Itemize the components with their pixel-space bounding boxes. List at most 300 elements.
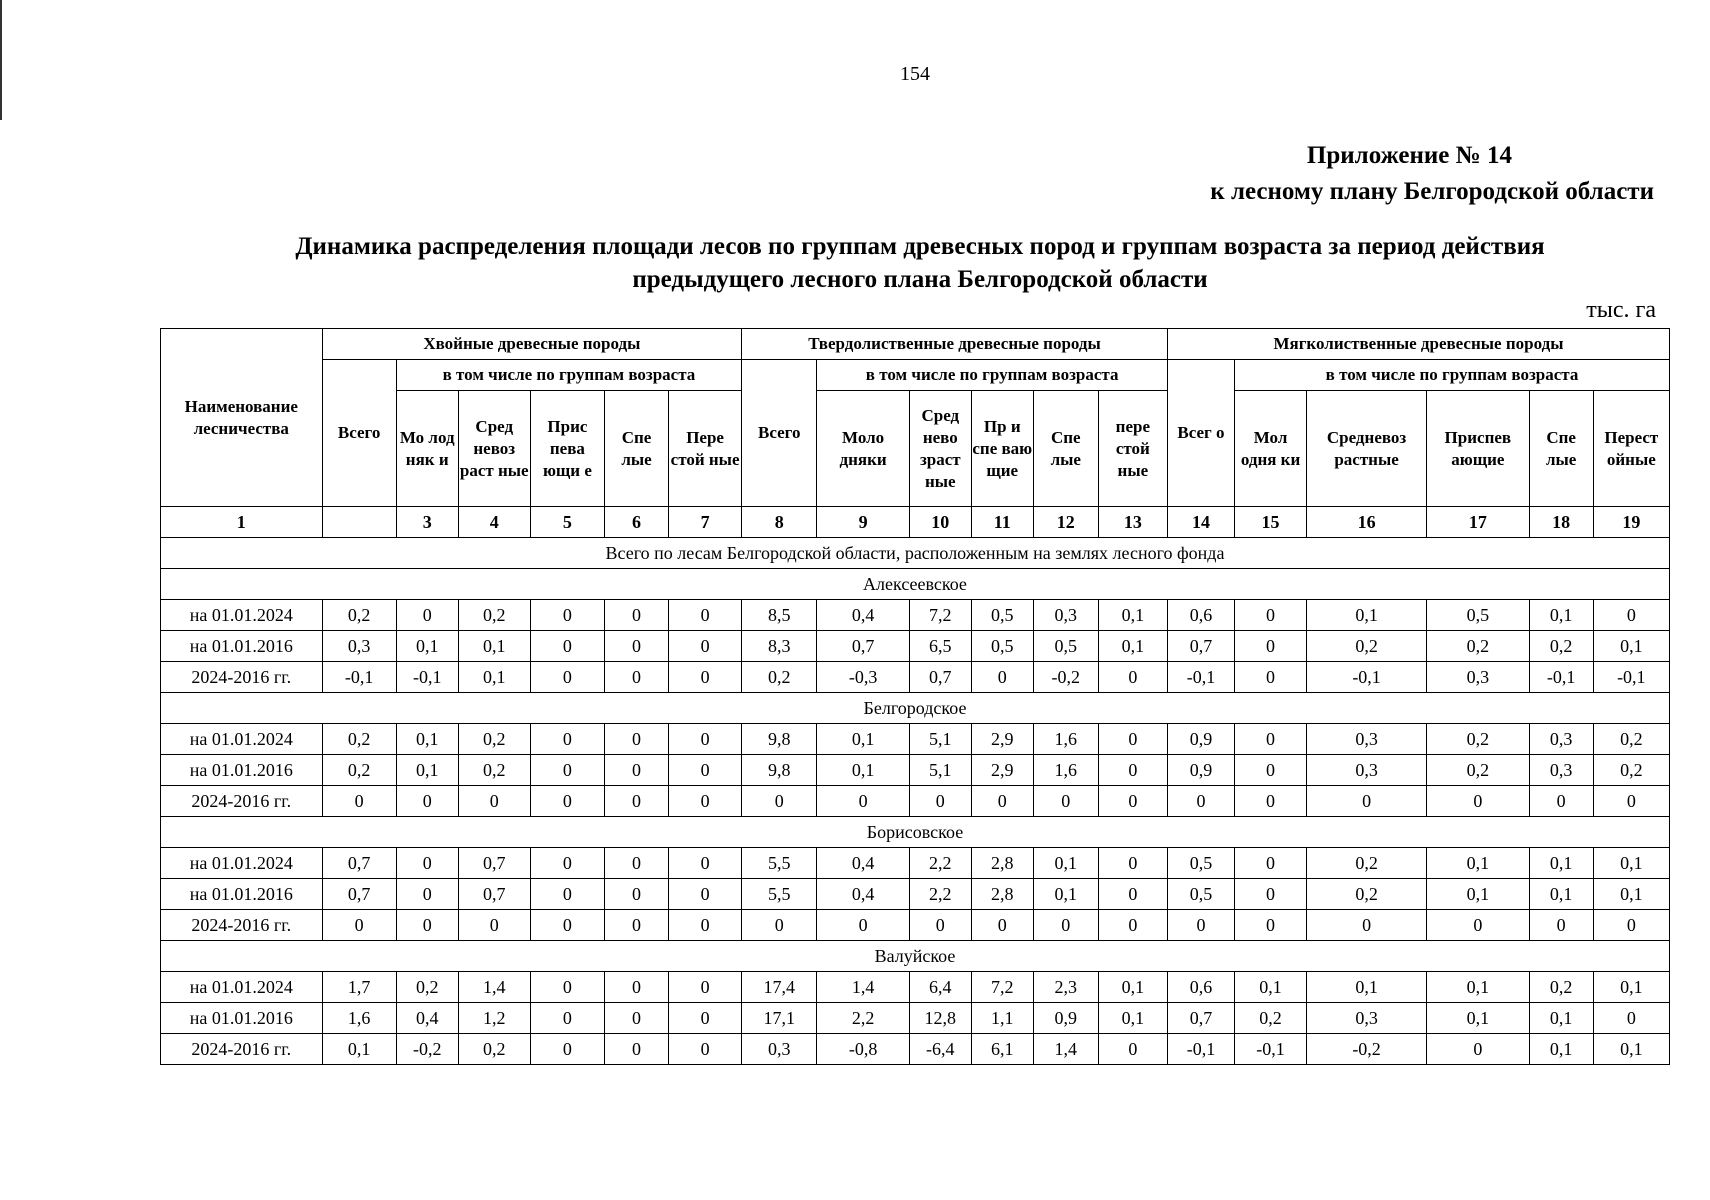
table-cell: 0 bbox=[669, 1034, 742, 1065]
table-cell: 0,6 bbox=[1167, 600, 1234, 631]
section-row bbox=[161, 693, 1670, 724]
row-label: на 01.01.2016 bbox=[161, 1003, 323, 1034]
row-label: 2024-2016 гг. bbox=[161, 910, 323, 941]
table-cell: 0,2 bbox=[1427, 755, 1530, 786]
table-cell: -0,1 bbox=[1529, 662, 1593, 693]
header-conifer-mature: Спе лые bbox=[605, 391, 669, 507]
table-cell: 0 bbox=[1167, 910, 1234, 941]
table-cell: 0 bbox=[1098, 910, 1167, 941]
table-cell: 0 bbox=[396, 910, 458, 941]
header-hardwood-young: Моло дняки bbox=[817, 391, 909, 507]
table-cell: 0,3 bbox=[1033, 600, 1098, 631]
table-row bbox=[161, 1003, 1670, 1034]
table-cell: 0,2 bbox=[1427, 631, 1530, 662]
section-name: Валуйское bbox=[161, 941, 1670, 972]
table-cell: 0 bbox=[530, 631, 604, 662]
table-cell: 0,7 bbox=[817, 631, 909, 662]
table-cell: 0 bbox=[605, 600, 669, 631]
table-row bbox=[161, 848, 1670, 879]
table-cell: 0 bbox=[530, 600, 604, 631]
table-row bbox=[161, 724, 1670, 755]
table-row bbox=[161, 879, 1670, 910]
column-number: 3 bbox=[396, 507, 458, 538]
table-cell: 0 bbox=[605, 848, 669, 879]
table-cell: 0,1 bbox=[458, 662, 530, 693]
table-cell: -0,1 bbox=[1307, 662, 1427, 693]
table-cell: -0,1 bbox=[1593, 662, 1669, 693]
page-number: 154 bbox=[900, 63, 930, 85]
table-cell: 0,1 bbox=[1593, 848, 1669, 879]
table-cell: 0 bbox=[1593, 1003, 1669, 1034]
table-cell: 0,2 bbox=[458, 755, 530, 786]
table-cell: 5,1 bbox=[909, 724, 971, 755]
table-cell: 12,8 bbox=[909, 1003, 971, 1034]
header-conifer-middle-aged: Сред невоз раст ные bbox=[458, 391, 530, 507]
row-label: на 01.01.2016 bbox=[161, 755, 323, 786]
table-cell: 0,2 bbox=[1529, 972, 1593, 1003]
table-cell: 2,9 bbox=[971, 755, 1033, 786]
column-number: 4 bbox=[458, 507, 530, 538]
table-cell: -0,8 bbox=[817, 1034, 909, 1065]
table-cell: 0,1 bbox=[1098, 631, 1167, 662]
table-cell: 0,6 bbox=[1167, 972, 1234, 1003]
table-cell: 0 bbox=[530, 910, 604, 941]
summary-row bbox=[161, 538, 1670, 569]
table-cell: 0 bbox=[1234, 910, 1306, 941]
header-group-conifer: Хвойные древесные породы bbox=[322, 329, 742, 360]
table-cell: 0,7 bbox=[322, 848, 396, 879]
table-cell: 0,1 bbox=[1529, 1034, 1593, 1065]
table-cell: 0,3 bbox=[1529, 755, 1593, 786]
table-cell: 0 bbox=[530, 848, 604, 879]
header-group-hardwood: Твердолиственные древесные породы bbox=[742, 329, 1168, 360]
table-cell: 0,1 bbox=[817, 724, 909, 755]
table-cell: 0 bbox=[817, 910, 909, 941]
table-cell: -6,4 bbox=[909, 1034, 971, 1065]
table-row bbox=[161, 972, 1670, 1003]
table-cell: 0 bbox=[669, 631, 742, 662]
table-cell: 1,1 bbox=[971, 1003, 1033, 1034]
table-cell: -0,3 bbox=[817, 662, 909, 693]
table-row bbox=[161, 1034, 1670, 1065]
column-number: 10 bbox=[909, 507, 971, 538]
table-cell: 0 bbox=[1593, 600, 1669, 631]
table-cell: 0,1 bbox=[396, 631, 458, 662]
table-cell: 0 bbox=[1234, 755, 1306, 786]
column-number: 5 bbox=[530, 507, 604, 538]
summary-row-label: Всего по лесам Белгородской области, расположенным на землях лесного фонда bbox=[161, 538, 1670, 569]
table-cell: 0 bbox=[1234, 600, 1306, 631]
table-cell: 5,5 bbox=[742, 848, 817, 879]
column-number: 7 bbox=[669, 507, 742, 538]
table-cell: 0,3 bbox=[322, 631, 396, 662]
table-cell: 0 bbox=[530, 972, 604, 1003]
table-cell: 0 bbox=[396, 879, 458, 910]
table-cell: 0,1 bbox=[1427, 1003, 1530, 1034]
table-cell: 0 bbox=[605, 724, 669, 755]
table-cell: 5,5 bbox=[742, 879, 817, 910]
header-softwood-total: Всег о bbox=[1167, 360, 1234, 507]
table-cell: 0 bbox=[669, 972, 742, 1003]
table-cell: 9,8 bbox=[742, 724, 817, 755]
table-cell: 0 bbox=[396, 848, 458, 879]
table-cell: -0,1 bbox=[1167, 1034, 1234, 1065]
header-group-softwood: Мягколиственные древесные породы bbox=[1167, 329, 1669, 360]
table-cell: 0,2 bbox=[1234, 1003, 1306, 1034]
table-cell: 0 bbox=[605, 972, 669, 1003]
table-cell: 0 bbox=[458, 786, 530, 817]
table-cell: 0 bbox=[605, 1034, 669, 1065]
table-cell: 0,7 bbox=[322, 879, 396, 910]
table-cell: 5,1 bbox=[909, 755, 971, 786]
table-cell: -0,1 bbox=[322, 662, 396, 693]
column-number bbox=[322, 507, 396, 538]
table-cell: 0,2 bbox=[1427, 724, 1530, 755]
column-number: 11 bbox=[971, 507, 1033, 538]
header-group-row bbox=[161, 329, 1670, 360]
table-cell: 0 bbox=[530, 724, 604, 755]
table-cell: 0 bbox=[1234, 879, 1306, 910]
table-cell: 0,2 bbox=[458, 600, 530, 631]
table-cell: 0 bbox=[1098, 879, 1167, 910]
table-cell: 0,1 bbox=[1033, 879, 1098, 910]
table-cell: 0 bbox=[530, 1034, 604, 1065]
table-cell: 0,1 bbox=[817, 755, 909, 786]
table-cell: 0 bbox=[1307, 786, 1427, 817]
appendix-caption bbox=[1210, 138, 1654, 210]
table-cell: 0 bbox=[971, 786, 1033, 817]
table-cell: 0,1 bbox=[1234, 972, 1306, 1003]
row-label: на 01.01.2024 bbox=[161, 724, 323, 755]
table-cell: 0,3 bbox=[1427, 662, 1530, 693]
table-cell: 0,5 bbox=[971, 600, 1033, 631]
table-cell: 0 bbox=[605, 631, 669, 662]
column-number: 16 bbox=[1307, 507, 1427, 538]
table-cell: 0 bbox=[530, 755, 604, 786]
table-row bbox=[161, 755, 1670, 786]
table-cell: -0,1 bbox=[1167, 662, 1234, 693]
table-cell: 6,5 bbox=[909, 631, 971, 662]
header-softwood-young: Мол одня ки bbox=[1234, 391, 1306, 507]
table-cell: 0 bbox=[530, 786, 604, 817]
row-label: на 01.01.2016 bbox=[161, 879, 323, 910]
table-cell: -0,1 bbox=[396, 662, 458, 693]
table-cell: 0,7 bbox=[458, 848, 530, 879]
section-name: Белгородское bbox=[161, 693, 1670, 724]
table-cell: 0,1 bbox=[1593, 631, 1669, 662]
header-hardwood-total: Всего bbox=[742, 360, 817, 507]
table-cell: 17,4 bbox=[742, 972, 817, 1003]
table-row bbox=[161, 786, 1670, 817]
table-cell: 0 bbox=[669, 910, 742, 941]
table-cell: 6,4 bbox=[909, 972, 971, 1003]
column-number: 8 bbox=[742, 507, 817, 538]
table-cell: 0,2 bbox=[322, 755, 396, 786]
table-cell: -0,2 bbox=[396, 1034, 458, 1065]
document-title bbox=[180, 230, 1660, 296]
table-cell: 0 bbox=[669, 662, 742, 693]
row-label: 2024-2016 гг. bbox=[161, 1034, 323, 1065]
table-cell: 0 bbox=[669, 600, 742, 631]
table-cell: 0,1 bbox=[1593, 972, 1669, 1003]
table-cell: 0,1 bbox=[396, 724, 458, 755]
table-cell: 0,2 bbox=[322, 724, 396, 755]
table-cell: 0,2 bbox=[1307, 848, 1427, 879]
table-cell: 0,5 bbox=[971, 631, 1033, 662]
table-cell: 1,4 bbox=[458, 972, 530, 1003]
column-number: 1 bbox=[161, 507, 323, 538]
table-cell: 0 bbox=[669, 755, 742, 786]
table-cell: 0,5 bbox=[1167, 879, 1234, 910]
table-cell: 0,7 bbox=[909, 662, 971, 693]
table-cell: 0,1 bbox=[1427, 972, 1530, 1003]
table-cell: 0 bbox=[909, 910, 971, 941]
table-cell: 0,3 bbox=[742, 1034, 817, 1065]
table-cell: -0,2 bbox=[1033, 662, 1098, 693]
table-cell: 0,2 bbox=[1593, 755, 1669, 786]
table-cell: -0,2 bbox=[1307, 1034, 1427, 1065]
table-cell: 0 bbox=[971, 662, 1033, 693]
table-cell: 0,7 bbox=[1167, 631, 1234, 662]
table-cell: 0,4 bbox=[817, 600, 909, 631]
table-cell: 0 bbox=[396, 600, 458, 631]
table-cell: 0,1 bbox=[1529, 1003, 1593, 1034]
section-row bbox=[161, 817, 1670, 848]
table-cell: 0,1 bbox=[1098, 1003, 1167, 1034]
column-number: 15 bbox=[1234, 507, 1306, 538]
table-cell: 2,9 bbox=[971, 724, 1033, 755]
table-cell: 1,2 bbox=[458, 1003, 530, 1034]
document-title-line-1: Динамика распределения площади лесов по группам древесных пород и группам возраста за период действия bbox=[295, 233, 1545, 260]
table-cell: 1,4 bbox=[1033, 1034, 1098, 1065]
table-cell: 0 bbox=[396, 786, 458, 817]
header-conifer-maturing: Прис пева ющи е bbox=[530, 391, 604, 507]
table-cell: 1,6 bbox=[1033, 724, 1098, 755]
header-hardwood-middle-aged: Сред нево зраст ные bbox=[909, 391, 971, 507]
section-row bbox=[161, 569, 1670, 600]
table-cell: 0 bbox=[1098, 724, 1167, 755]
header-hardwood-overmature: пере стой ные bbox=[1098, 391, 1167, 507]
column-number: 18 bbox=[1529, 507, 1593, 538]
table-cell: 0,9 bbox=[1167, 755, 1234, 786]
header-conifer-total: Всего bbox=[322, 360, 396, 507]
header-conifer-overmature: Пере стой ные bbox=[669, 391, 742, 507]
table-cell: 0,2 bbox=[458, 1034, 530, 1065]
header-name-column: Наименование лесничества bbox=[161, 329, 323, 507]
table-cell: 0 bbox=[742, 910, 817, 941]
table-cell: 0,1 bbox=[1427, 879, 1530, 910]
table-cell: 0,9 bbox=[1167, 724, 1234, 755]
table-cell: 6,1 bbox=[971, 1034, 1033, 1065]
table-cell: 0,4 bbox=[817, 879, 909, 910]
table-cell: 0,4 bbox=[817, 848, 909, 879]
table-cell: 0 bbox=[909, 786, 971, 817]
table-cell: 0 bbox=[322, 786, 396, 817]
appendix-line-2: к лесному плану Белгородской области bbox=[1210, 178, 1654, 205]
table-cell: 2,2 bbox=[909, 848, 971, 879]
scan-edge-line bbox=[0, 0, 2, 120]
header-hardwood-maturing: Пр и спе ваю щие bbox=[971, 391, 1033, 507]
table-cell: 0 bbox=[1427, 910, 1530, 941]
header-softwood-middle-aged: Средневоз растные bbox=[1307, 391, 1427, 507]
table-cell: 0,5 bbox=[1427, 600, 1530, 631]
table-cell: 0 bbox=[1098, 848, 1167, 879]
table-cell: 0 bbox=[1427, 1034, 1530, 1065]
table-cell: 7,2 bbox=[971, 972, 1033, 1003]
table-cell: 0 bbox=[530, 1003, 604, 1034]
header-hardwood-age-groups: в том числе по группам возраста bbox=[817, 360, 1168, 391]
table-cell: 0,1 bbox=[1529, 600, 1593, 631]
row-label: на 01.01.2024 bbox=[161, 600, 323, 631]
table-cell: 7,2 bbox=[909, 600, 971, 631]
table-cell: 8,5 bbox=[742, 600, 817, 631]
table-cell: 0,3 bbox=[1307, 724, 1427, 755]
table-cell: -0,1 bbox=[1234, 1034, 1306, 1065]
table-cell: 0 bbox=[605, 1003, 669, 1034]
table-cell: 0,5 bbox=[1167, 848, 1234, 879]
column-number-row bbox=[161, 507, 1670, 538]
table-cell: 0 bbox=[1234, 786, 1306, 817]
table-cell: 2,2 bbox=[817, 1003, 909, 1034]
header-softwood-age-groups: в том числе по группам возраста bbox=[1234, 360, 1669, 391]
section-row bbox=[161, 941, 1670, 972]
table-cell: 0 bbox=[605, 786, 669, 817]
table-cell: 0,2 bbox=[396, 972, 458, 1003]
table-cell: 0 bbox=[1033, 786, 1098, 817]
table-cell: 0 bbox=[530, 662, 604, 693]
table-cell: 0,1 bbox=[322, 1034, 396, 1065]
table-cell: 0,4 bbox=[396, 1003, 458, 1034]
table-cell: 0,1 bbox=[1033, 848, 1098, 879]
header-softwood-maturing: Приспев ающие bbox=[1427, 391, 1530, 507]
table-cell: 0 bbox=[530, 879, 604, 910]
header-softwood-overmature: Перест ойные bbox=[1593, 391, 1669, 507]
column-number: 9 bbox=[817, 507, 909, 538]
table-row bbox=[161, 910, 1670, 941]
header-softwood-mature: Спе лые bbox=[1529, 391, 1593, 507]
table-cell: 0 bbox=[1529, 910, 1593, 941]
table-cell: 0 bbox=[742, 786, 817, 817]
table-cell: 0 bbox=[669, 786, 742, 817]
table-cell: 0,2 bbox=[322, 600, 396, 631]
row-label: на 01.01.2024 bbox=[161, 972, 323, 1003]
table-cell: 0 bbox=[605, 755, 669, 786]
table-cell: 0 bbox=[458, 910, 530, 941]
table-cell: 0,2 bbox=[458, 724, 530, 755]
table-cell: 0 bbox=[1427, 786, 1530, 817]
table-cell: 0,2 bbox=[1307, 879, 1427, 910]
table-cell: 0 bbox=[605, 910, 669, 941]
table-cell: 17,1 bbox=[742, 1003, 817, 1034]
table-cell: 0,1 bbox=[1593, 1034, 1669, 1065]
table-cell: 0 bbox=[1033, 910, 1098, 941]
table-cell: 0,1 bbox=[1307, 972, 1427, 1003]
row-label: на 01.01.2024 bbox=[161, 848, 323, 879]
table-cell: 0 bbox=[1098, 662, 1167, 693]
table-row bbox=[161, 662, 1670, 693]
column-number: 19 bbox=[1593, 507, 1669, 538]
table-cell: 0 bbox=[1593, 910, 1669, 941]
table-cell: 1,6 bbox=[1033, 755, 1098, 786]
table-cell: 0,3 bbox=[1307, 1003, 1427, 1034]
header-subgroup-row bbox=[161, 360, 1670, 391]
section-name: Борисовское bbox=[161, 817, 1670, 848]
table-cell: 0 bbox=[1234, 724, 1306, 755]
appendix-line-1: Приложение № 14 bbox=[1306, 142, 1512, 169]
table-cell: 0 bbox=[605, 879, 669, 910]
table-row bbox=[161, 631, 1670, 662]
table-cell: 0 bbox=[1307, 910, 1427, 941]
table-cell: 9,8 bbox=[742, 755, 817, 786]
table-cell: 0 bbox=[1167, 786, 1234, 817]
section-name: Алексеевское bbox=[161, 569, 1670, 600]
table-cell: 0,1 bbox=[1307, 600, 1427, 631]
table-cell: 1,6 bbox=[322, 1003, 396, 1034]
row-label: 2024-2016 гг. bbox=[161, 662, 323, 693]
table-cell: 0,9 bbox=[1033, 1003, 1098, 1034]
table-cell: 0 bbox=[669, 1003, 742, 1034]
column-number: 6 bbox=[605, 507, 669, 538]
forest-distribution-table bbox=[160, 328, 1670, 1065]
header-conifer-young: Мо лод няк и bbox=[396, 391, 458, 507]
table-cell: 2,8 bbox=[971, 848, 1033, 879]
column-number: 17 bbox=[1427, 507, 1530, 538]
table-cell: 8,3 bbox=[742, 631, 817, 662]
table-cell: 0,2 bbox=[1593, 724, 1669, 755]
column-number: 13 bbox=[1098, 507, 1167, 538]
table-cell: 0 bbox=[1098, 786, 1167, 817]
row-label: на 01.01.2016 bbox=[161, 631, 323, 662]
column-number: 14 bbox=[1167, 507, 1234, 538]
table-cell: 0 bbox=[1593, 786, 1669, 817]
table-cell: 0 bbox=[322, 910, 396, 941]
table-cell: 0 bbox=[1529, 786, 1593, 817]
table-cell: 0 bbox=[1234, 848, 1306, 879]
table-cell: 0,2 bbox=[742, 662, 817, 693]
table-cell: 0 bbox=[669, 724, 742, 755]
table-cell: 0,1 bbox=[1593, 879, 1669, 910]
table-cell: 0,1 bbox=[1098, 600, 1167, 631]
table-cell: 0 bbox=[605, 662, 669, 693]
column-number: 12 bbox=[1033, 507, 1098, 538]
table-cell: 0 bbox=[971, 910, 1033, 941]
table-cell: 0,1 bbox=[1427, 848, 1530, 879]
table-cell: 0,1 bbox=[1529, 879, 1593, 910]
table-cell: 0,5 bbox=[1033, 631, 1098, 662]
table-cell: 0 bbox=[1098, 755, 1167, 786]
table-cell: 0 bbox=[1234, 631, 1306, 662]
table-cell: 0 bbox=[1098, 1034, 1167, 1065]
table-cell: 0 bbox=[817, 786, 909, 817]
document-title-line-2: предыдущего лесного плана Белгородской области bbox=[632, 266, 1208, 293]
table-cell: 0,7 bbox=[1167, 1003, 1234, 1034]
table-cell: 2,3 bbox=[1033, 972, 1098, 1003]
table-row bbox=[161, 600, 1670, 631]
table-cell: 0,1 bbox=[458, 631, 530, 662]
table-cell: 0,1 bbox=[1098, 972, 1167, 1003]
table-cell: 0,7 bbox=[458, 879, 530, 910]
table-cell: 0,2 bbox=[1529, 631, 1593, 662]
unit-label: тыс. га bbox=[1586, 297, 1656, 323]
table-cell: 0 bbox=[669, 879, 742, 910]
table-cell: 0,3 bbox=[1529, 724, 1593, 755]
table-cell: 1,4 bbox=[817, 972, 909, 1003]
table-cell: 0,1 bbox=[396, 755, 458, 786]
table-cell: 1,7 bbox=[322, 972, 396, 1003]
table-cell: 0 bbox=[669, 848, 742, 879]
table-cell: 2,8 bbox=[971, 879, 1033, 910]
table-cell: 0,3 bbox=[1307, 755, 1427, 786]
